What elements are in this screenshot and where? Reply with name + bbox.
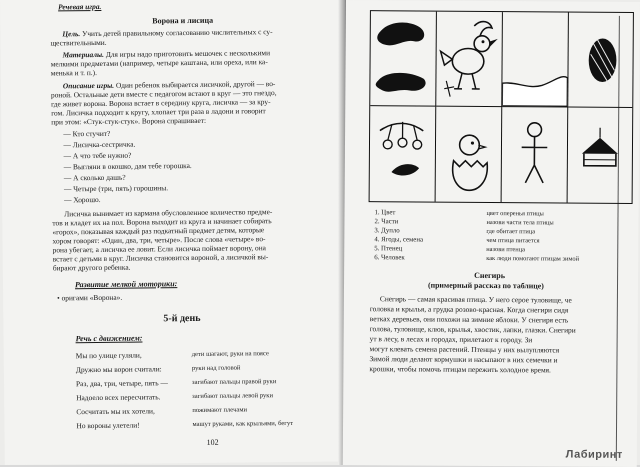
- poem-line: Надоело всех пересчитать.: [76, 392, 161, 403]
- legend-description: где обитает птица: [486, 227, 536, 236]
- poem-line: Но вороны улетели!: [76, 420, 140, 431]
- berry-branch-icon: [370, 106, 436, 201]
- poem-line: Мы по улице гуляли,: [75, 350, 142, 361]
- para2-line: встает с детьми в круг. Лисичка становится вороной, а лисичкой вы-: [52, 252, 269, 264]
- story-title: Снегирь: [474, 270, 505, 281]
- poem-line: Дружно мы ворон считали:: [75, 364, 162, 375]
- description-line-5: при этом: «Стук-стук-стук». Ворона спрашивает:: [51, 115, 207, 127]
- person-stick-figure-icon: [502, 107, 568, 202]
- poem-line: Сосчитать мы их хотели,: [76, 406, 155, 417]
- dialogue-line: — Лисичка-сестричка.: [63, 139, 136, 150]
- bird-outline-icon: [436, 12, 502, 106]
- legend-description: назови части тела птицы: [486, 218, 554, 227]
- seed-picture: [568, 13, 633, 107]
- legend-number: 6. Человек: [374, 254, 405, 262]
- story-line: могут клевать семена растений. Птенцы у них вылупляются: [369, 344, 560, 355]
- dialogue-line: — А сколько дашь?: [63, 172, 126, 183]
- poem-action: загибают пальцы левой руки: [192, 392, 274, 401]
- section-header: Речевая игра.: [58, 1, 102, 12]
- story-line: Зимой люди делают кормушки и насыпают в них семечки и: [369, 354, 558, 365]
- legend-description: чем птица питается: [486, 236, 540, 245]
- bird-feeder-icon: [568, 108, 633, 203]
- poem-line: Раз, два, три, четыре, пять —: [75, 378, 168, 389]
- legend-description: как люди помогают птицам зимой: [486, 254, 580, 263]
- right-page: [343, 0, 640, 467]
- dialogue-line: — Выгляни в окошко, дам тебе горошка.: [63, 161, 192, 172]
- para2-line: «горох», показывая каждый раз подкатный предмет детям, которые: [52, 225, 265, 237]
- poem-action: машут руками, как крыльями, бегут: [192, 419, 294, 429]
- description-line-4: гом. Лисичка подходит к кругу, хлопает три раза в ладони и говорит: [51, 106, 266, 118]
- poem-action: загибают пальцы правой руки: [191, 378, 277, 387]
- dialogue-line: — Кто стучит?: [63, 128, 111, 139]
- speech-heading: Речь с движением:: [75, 333, 143, 344]
- description-line-2: роной. Остальные дети вместе с педагогом встают в круг — это гнездо,: [50, 88, 277, 100]
- story-line: голова, туловище, клюв, крылья, хвостик, лапки, глазки. Снегири: [369, 324, 576, 335]
- cell-chick: [436, 107, 503, 202]
- story-line: крошки, чтобы помочь птицам пережить холодное время.: [369, 364, 551, 375]
- motor-heading: Развитие мелкой моторики:: [74, 279, 178, 290]
- para2-line: рона убегает, а лисичка ее ловит. Если лисичка поймает ворону, она: [52, 243, 266, 255]
- cell-feeder: [568, 108, 633, 203]
- cell-food: [568, 13, 633, 108]
- para2-line: бирают другого ребенка.: [52, 262, 131, 273]
- cell-color-blob: [370, 11, 437, 106]
- dialogue-line: — А что тебе нужно?: [63, 150, 132, 161]
- tree-trunk-picture: [502, 12, 568, 106]
- cell-person: [502, 107, 569, 202]
- materials-line-1: Материалы. Для игры надо приготовить мешочек с несколькими: [62, 48, 271, 60]
- mnemonic-table: [369, 10, 634, 204]
- story-line: ут в лесу, в лесах и городах, прилетают к городу. Зи: [369, 334, 533, 345]
- publisher-watermark: Лабиринт: [565, 448, 623, 461]
- description-line-1: Описание игры. Один ребенок выбирается лисичкой, другой — во-: [62, 79, 276, 91]
- materials-line-3: менька и т. п.).: [50, 67, 97, 78]
- legend-number: 4. Ягоды, семена: [374, 236, 424, 244]
- day-heading: 5-й день: [163, 312, 201, 325]
- para2-line: Лисичка вынимает из кармана обусловленное количество предме-: [64, 207, 273, 219]
- dialogue-line: — Четыре (три, пять) горошины.: [63, 183, 169, 194]
- legend-number: 3. Дупло: [374, 227, 400, 235]
- legend-number: 2. Части: [374, 218, 399, 226]
- materials-line-2: мелкими предметами (например, четыре каштана, или ореха, или ка-: [50, 57, 268, 69]
- poem-action: пожимают плечами: [192, 406, 248, 415]
- poem-action: руки над головой: [191, 364, 241, 373]
- cell-berries: [370, 106, 437, 201]
- para2-line: хором говорят: «Один, два, три, четыре». После слова «четыре» во-: [52, 234, 266, 246]
- goal-line-1: Цель. Учить детей правильному согласованию числительных с су-: [62, 27, 273, 39]
- color-blob-picture: [370, 11, 436, 105]
- cell-habitat: [502, 12, 569, 107]
- description-line-3: где живет ворона. Ворона встает в середину круга, лисичка — за кру-: [51, 97, 271, 109]
- chick-egg-icon: [436, 107, 502, 202]
- story-line: ветках деревьев, они похожи на зимние яблоки. У снегиря есть: [369, 314, 569, 325]
- poem-action: дети шагают, руки на поясе: [191, 350, 269, 359]
- cell-bird-parts: [436, 12, 503, 107]
- story-subtitle: (примерный рассказ по таблице): [427, 280, 544, 291]
- dialogue-line: — Хорошо.: [64, 194, 101, 205]
- page-number: 102: [206, 437, 219, 447]
- legend-description: назови птенца: [486, 245, 525, 254]
- para2-line: тов и кладет их на пол. Ворона выходит из круга и начинает собирать: [52, 216, 272, 228]
- story-line: головка и крылья, а грудка розово-красная. Когда снегири сидя: [369, 304, 569, 315]
- story-line: Снегирь — самая красивая птица. У него серое туловище, че: [379, 294, 572, 305]
- legend-number: 5. Птенец: [374, 245, 403, 253]
- goal-line-2: ществительными.: [50, 37, 107, 48]
- legend-number: 1. Цвет: [374, 209, 396, 217]
- game-title: Ворона и лисица: [152, 15, 214, 26]
- legend-description: цвет оперенья птицы: [486, 209, 544, 218]
- motor-item: • оригами «Ворона».: [57, 292, 123, 303]
